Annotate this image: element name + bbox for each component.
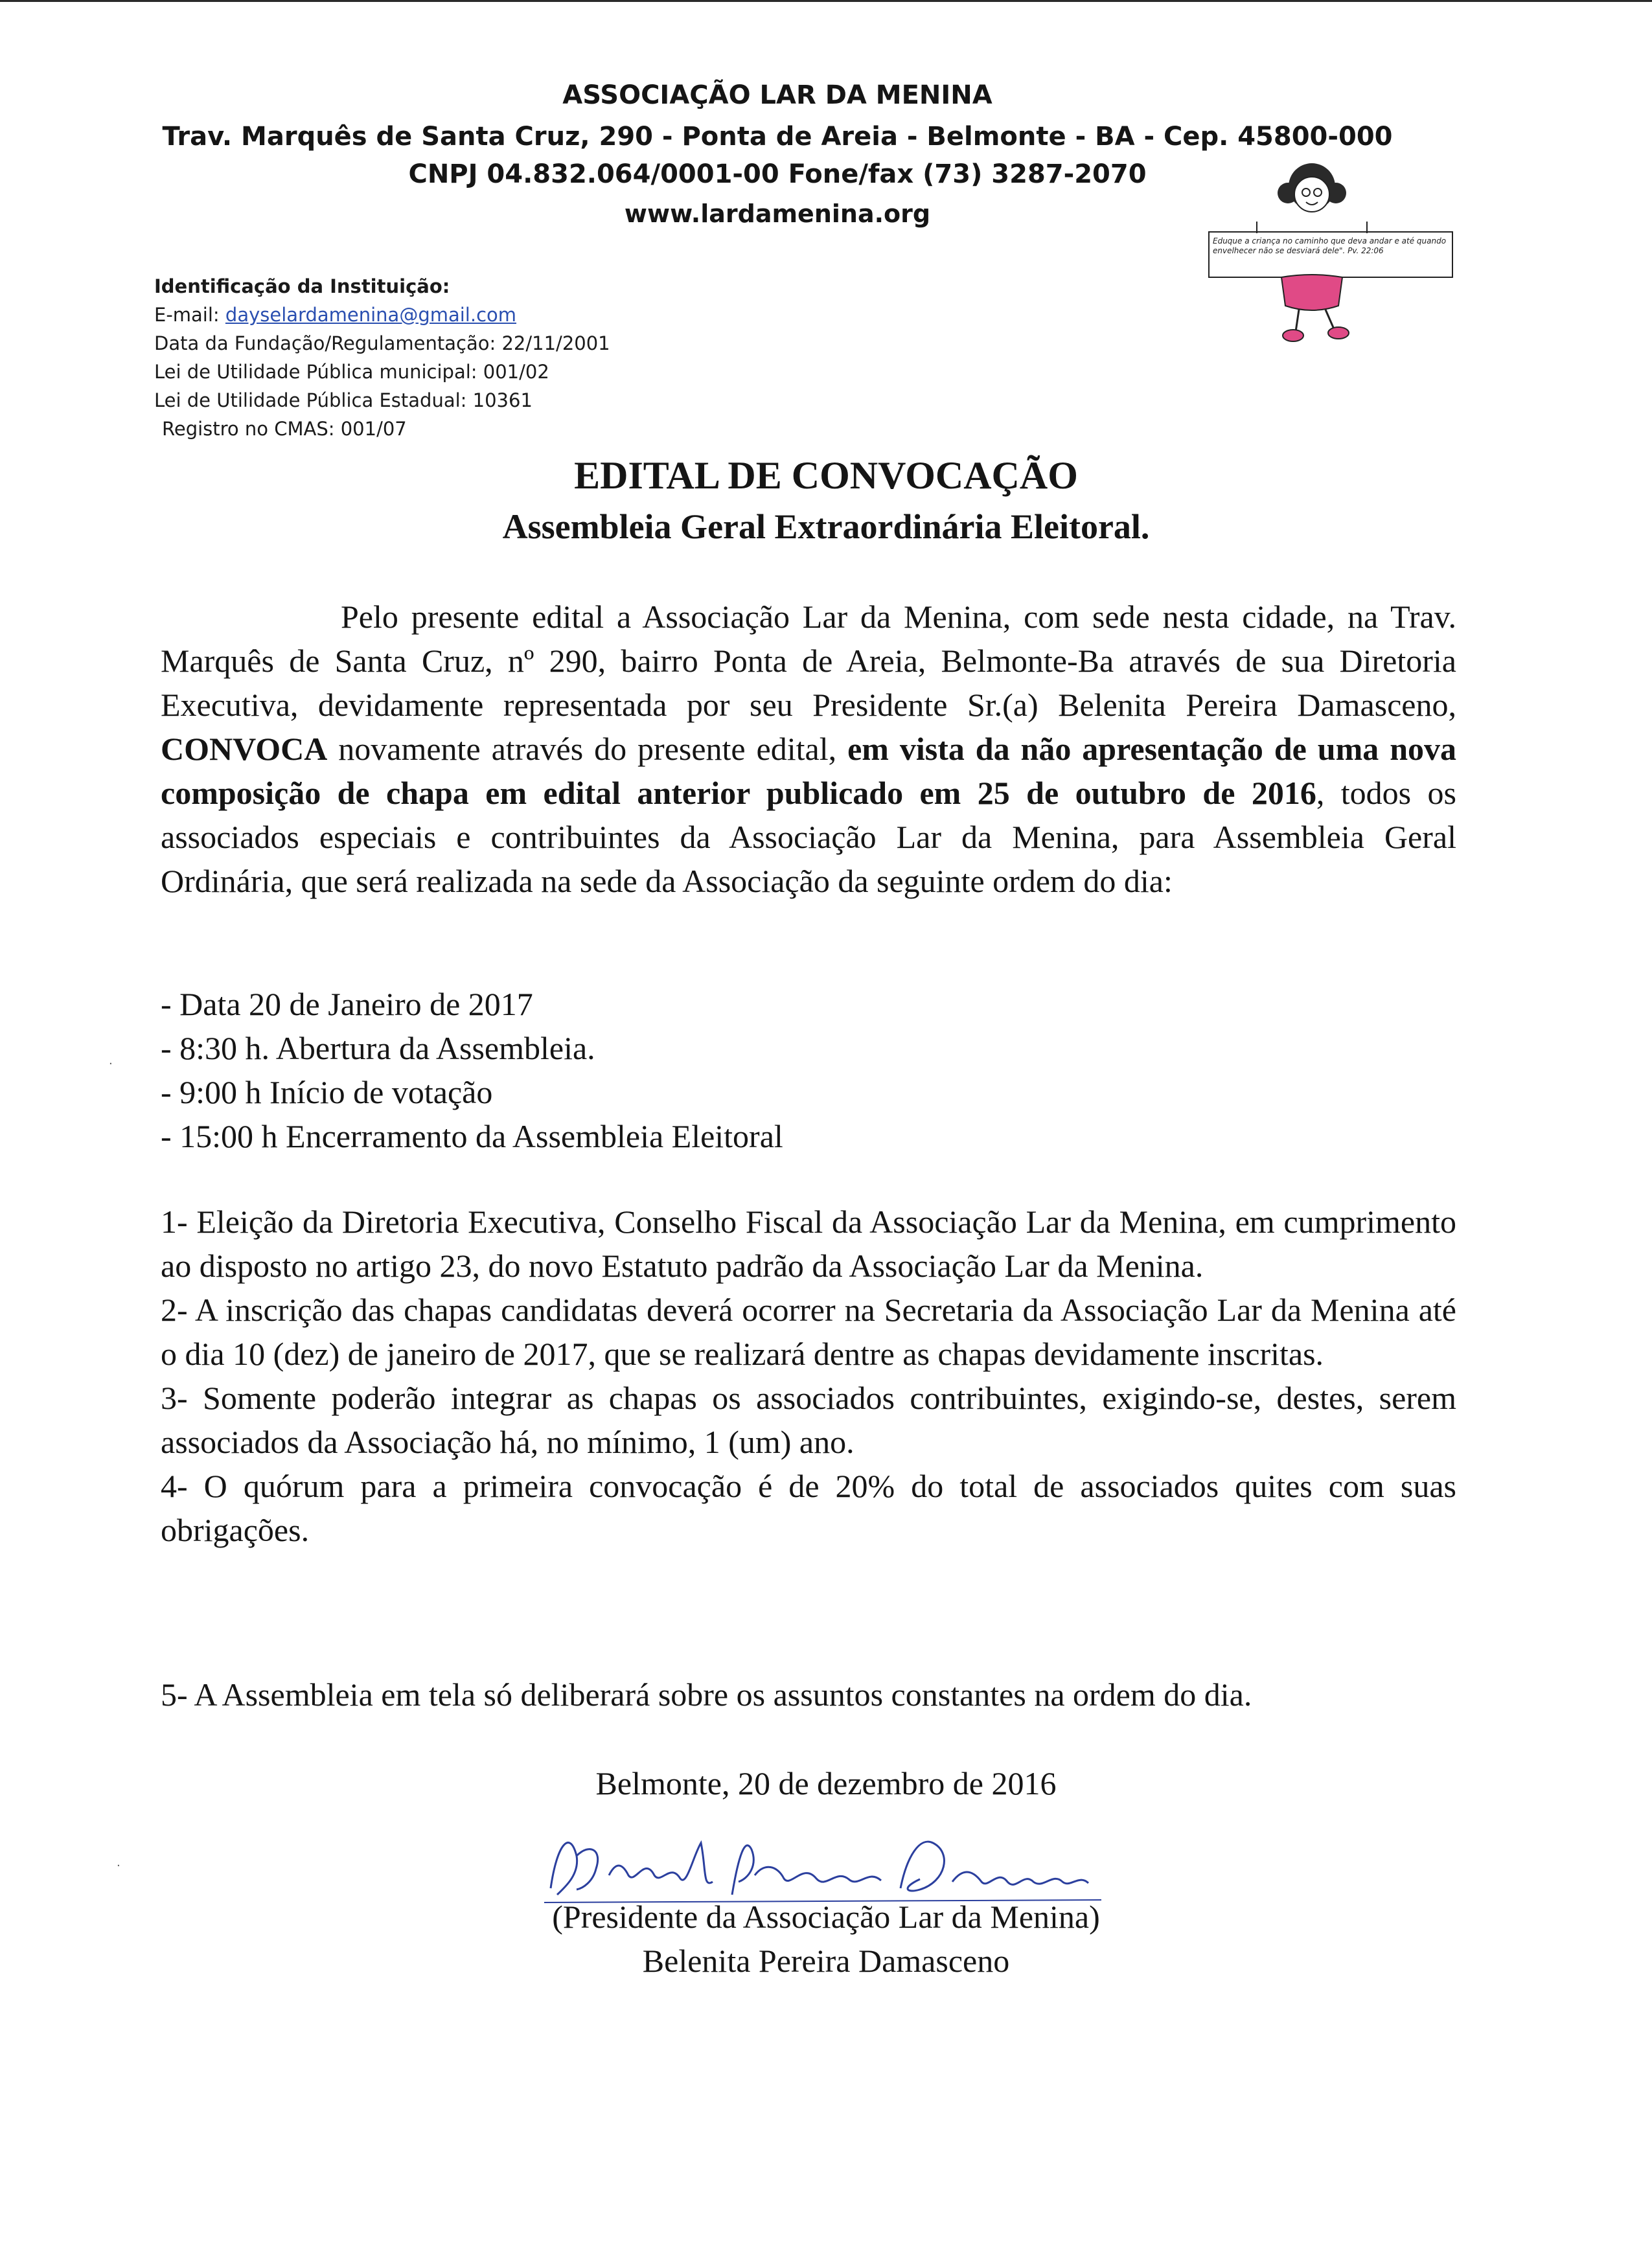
signer-role: (Presidente da Associação Lar da Menina) [552,1899,1100,1935]
org-address: Trav. Marquês de Santa Cruz, 290 - Ponta de Areia - Belmonte - BA - Cep. 45800-000 [162,122,1393,152]
intro-paragraph [161,595,1456,903]
agenda-item: - Data 20 de Janeiro de 2017 [161,986,533,1022]
agenda-item: - 8:30 h. Abertura da Assembleia. [161,1030,595,1066]
list-item: 3- Somente poderão integrar as chapas os associados contribuintes, exigindo-se, destes, serem associados da Associação há, no mínimo, 1 (um) ano. [161,1380,1456,1460]
list-item: 4- O quórum para a primeira convocação é de 20% do total de associados quites com suas obrigações. [161,1468,1456,1548]
scan-edge-line [0,0,1652,2]
scan-speck: · [109,1057,113,1071]
list-item-5: 5- A Assembleia em tela só deliberará sobre os assuntos constantes na ordem do dia. [161,1676,1252,1713]
logo-quote: Eduque a criança no caminho que deva andar e até quando envelhecer não se desviará dele". Pv. 22:06 [1213,236,1447,255]
signer-name: Belenita Pereira Damasceno [642,1943,1010,1979]
email-line [154,301,737,329]
numbered-items [161,1200,1456,1552]
cmas-registry: Registro no CMAS: 001/07 [162,418,407,440]
org-name: ASSOCIAÇÃO LAR DA MENINA [562,80,992,110]
intro-text-c: novamente através do presente edital, [327,731,848,767]
intro-text-e: , todos os associados especiais e contribuintes da Associação Lar da Menina, para Assembleia Geral Ordinária, que será realizada na sede da Associação da seguinte ordem do dia: [161,775,1456,899]
founding-date: Data da Fundação/Regulamentação: 22/11/2001 [154,332,610,354]
org-website: www.lardamenina.org [624,200,931,228]
email-link[interactable]: dayselardamenina@gmail.com [225,304,517,326]
list-item: 1- Eleição da Diretoria Executiva, Conselho Fiscal da Associação Lar da Menina, em cumprimento ao disposto no artigo 23, do novo Estatuto padrão da Associação Lar da Menina. [161,1204,1456,1284]
intro-bold-reason: em vista da não apresentação de uma nova composição de chapa em edital anterior publicado em 25 de outubro de 2016 [161,731,1456,811]
document-subtitle: Assembleia Geral Extraordinária Eleitoral. [502,507,1150,546]
place-date: Belmonte, 20 de dezembro de 2016 [595,1765,1057,1801]
agenda-item: - 15:00 h Encerramento da Assembleia Eleitoral [161,1118,783,1154]
identification-heading: Identificação da Instituição: [154,275,450,297]
document-title: EDITAL DE CONVOCAÇÃO [574,454,1078,497]
girl-with-sign-logo-icon [1205,162,1458,350]
state-law: Lei de Utilidade Pública Estadual: 10361 [154,389,533,411]
scan-speck: · [117,1859,120,1873]
identification-block [154,272,737,443]
municipal-law: Lei de Utilidade Pública municipal: 001/02 [154,361,549,383]
list-item: 2- A inscrição das chapas candidatas deverá ocorrer na Secretaria da Associação Lar da Menina até o dia 10 (dez) de janeiro de 2017, que se realizará dentre as chapas devidamente inscritas. [161,1292,1456,1372]
intro-convoca: CONVOCA [161,731,328,767]
intro-text-a: Pelo presente edital a Associação Lar da Menina, com sede nesta cidade, na Trav. Marquês de Santa Cruz, nº 290, bairro Ponta de Areia, Belmonte-Ba através de sua Diretoria Executiva, devidamente representada por seu Presidente Sr.(a) Belenita Pereira Damasceno, [161,599,1456,723]
email-label: E-mail: [154,304,225,326]
agenda-item: - 9:00 h Início de votação [161,1074,493,1110]
agenda-list [161,982,1456,1158]
org-cnpj-phone: CNPJ 04.832.064/0001-00 Fone/fax (73) 3287-2070 [408,159,1147,189]
